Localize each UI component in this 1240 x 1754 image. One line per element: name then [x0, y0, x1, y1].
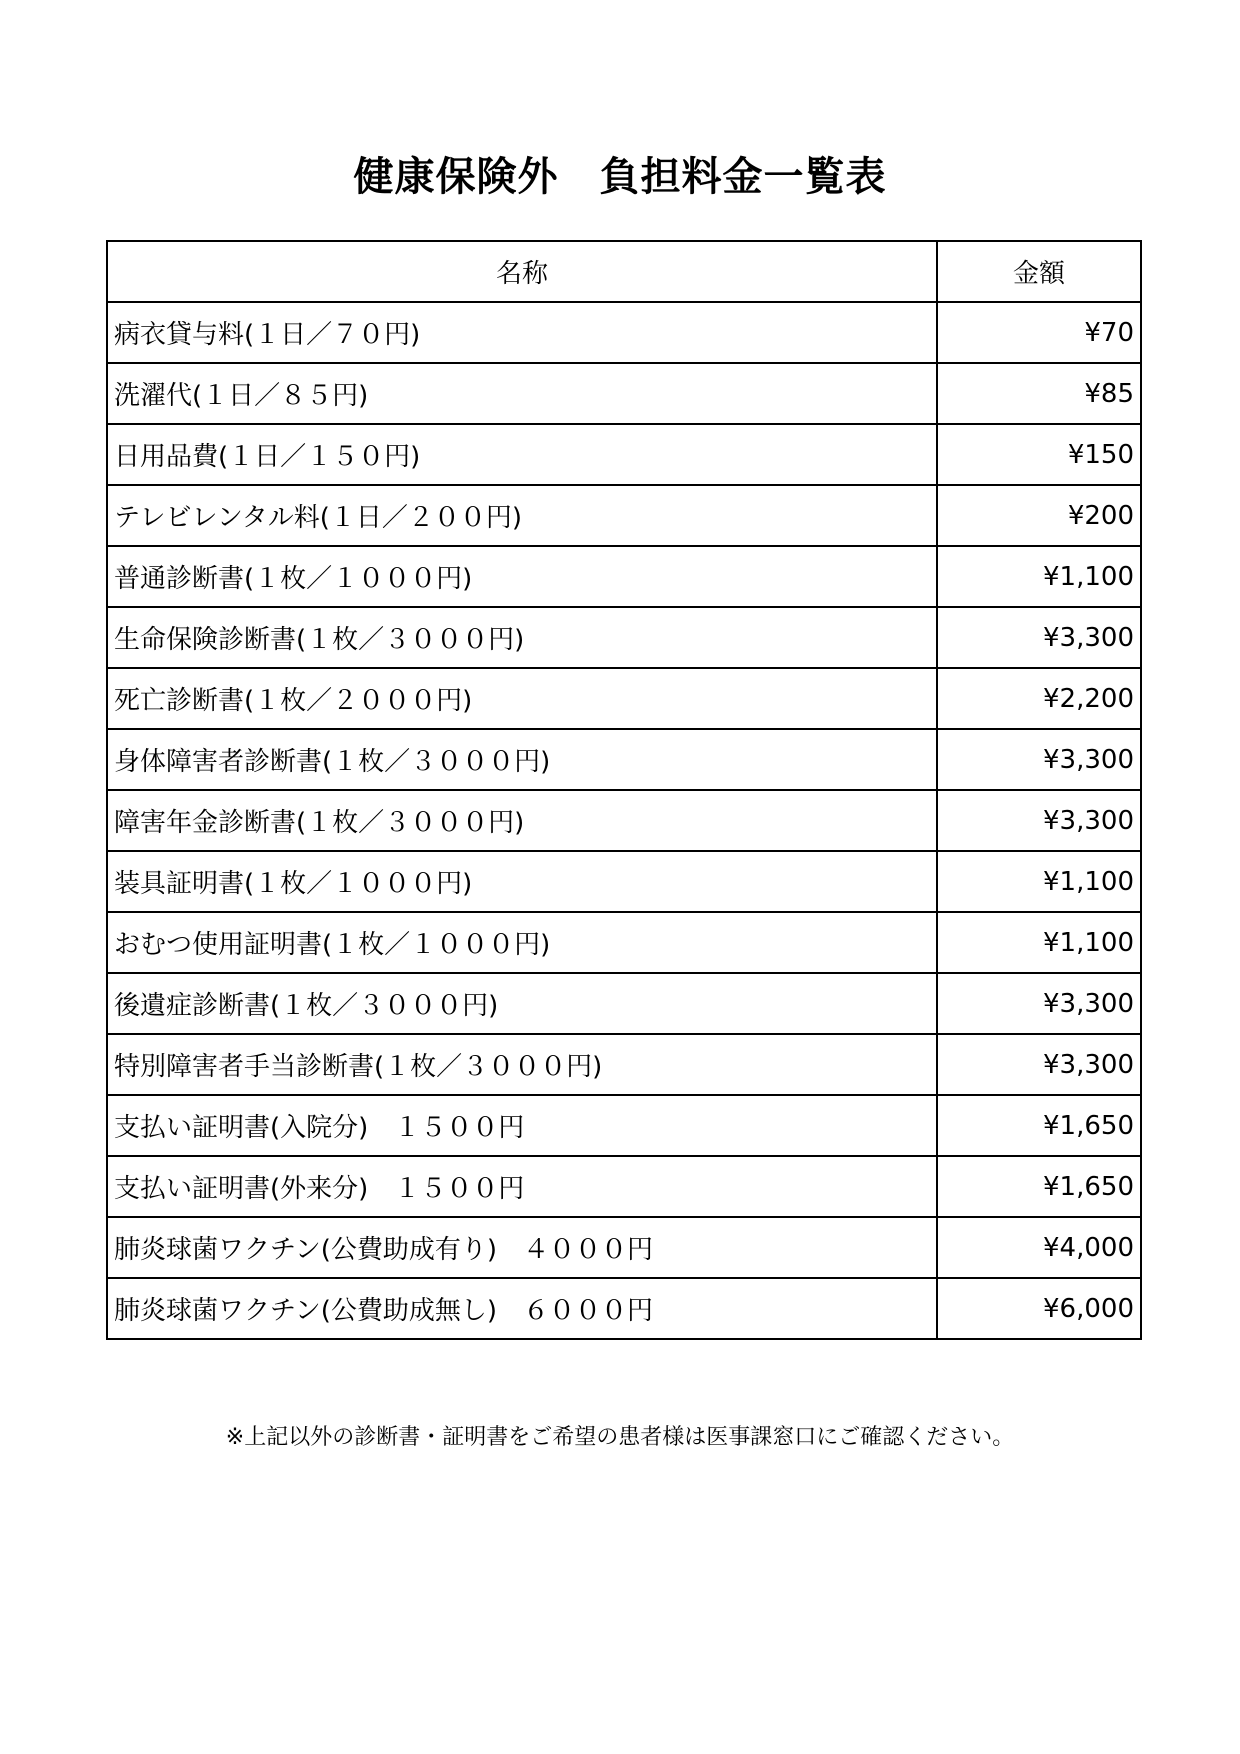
table-row — [107, 607, 1141, 668]
table-row — [107, 363, 1141, 424]
table-header-row — [107, 241, 1141, 302]
table-row — [107, 668, 1141, 729]
item-name: 障害年金診断書(１枚／３０００円) — [107, 790, 937, 851]
item-name: 病衣貸与料(１日／７０円) — [107, 302, 937, 363]
item-amount: ¥4,000 — [937, 1217, 1141, 1278]
item-amount: ¥3,300 — [937, 729, 1141, 790]
table-row — [107, 790, 1141, 851]
item-amount: ¥3,300 — [937, 790, 1141, 851]
item-name: 生命保険診断書(１枚／３０００円) — [107, 607, 937, 668]
item-name: 身体障害者診断書(１枚／３０００円) — [107, 729, 937, 790]
table-row — [107, 1034, 1141, 1095]
page-title: 健康保険外 負担料金一覧表 — [353, 153, 887, 200]
item-amount: ¥85 — [937, 363, 1141, 424]
item-amount: ¥150 — [937, 424, 1141, 485]
table-row — [107, 424, 1141, 485]
item-name: 死亡診断書(１枚／２０００円) — [107, 668, 937, 729]
item-amount: ¥70 — [937, 302, 1141, 363]
item-amount: ¥1,100 — [937, 851, 1141, 912]
item-name: テレビレンタル料(１日／２００円) — [107, 485, 937, 546]
item-amount: ¥1,100 — [937, 912, 1141, 973]
item-name: 後遺症診断書(１枚／３０００円) — [107, 973, 937, 1034]
item-amount: ¥3,300 — [937, 973, 1141, 1034]
item-name: 肺炎球菌ワクチン(公費助成無し) ６０００円 — [107, 1278, 937, 1339]
item-amount: ¥200 — [937, 485, 1141, 546]
item-name: 特別障害者手当診断書(１枚／３０００円) — [107, 1034, 937, 1095]
fee-table — [106, 240, 1142, 1340]
table-row — [107, 546, 1141, 607]
header-amount: 金額 — [937, 241, 1141, 302]
item-name: おむつ使用証明書(１枚／１０００円) — [107, 912, 937, 973]
table-row — [107, 1278, 1141, 1339]
item-amount: ¥2,200 — [937, 668, 1141, 729]
item-amount: ¥1,650 — [937, 1156, 1141, 1217]
item-amount: ¥3,300 — [937, 607, 1141, 668]
item-name: 洗濯代(１日／８５円) — [107, 363, 937, 424]
item-name: 肺炎球菌ワクチン(公費助成有り) ４０００円 — [107, 1217, 937, 1278]
table-row — [107, 1156, 1141, 1217]
table-row — [107, 912, 1141, 973]
item-amount: ¥1,100 — [937, 546, 1141, 607]
item-name: 支払い証明書(外来分) １５００円 — [107, 1156, 937, 1217]
item-name: 装具証明書(１枚／１０００円) — [107, 851, 937, 912]
item-name: 普通診断書(１枚／１０００円) — [107, 546, 937, 607]
item-amount: ¥1,650 — [937, 1095, 1141, 1156]
item-amount: ¥6,000 — [937, 1278, 1141, 1339]
item-amount: ¥3,300 — [937, 1034, 1141, 1095]
table-row — [107, 302, 1141, 363]
item-name: 支払い証明書(入院分) １５００円 — [107, 1095, 937, 1156]
footnote: ※上記以外の診断書・証明書をご希望の患者様は医事課窓口にご確認ください。 — [225, 1425, 1015, 1450]
table-row — [107, 729, 1141, 790]
header-name: 名称 — [107, 241, 937, 302]
table-row — [107, 1217, 1141, 1278]
table-row — [107, 1095, 1141, 1156]
table-row — [107, 973, 1141, 1034]
item-name: 日用品費(１日／１５０円) — [107, 424, 937, 485]
table-row — [107, 485, 1141, 546]
table-row — [107, 851, 1141, 912]
